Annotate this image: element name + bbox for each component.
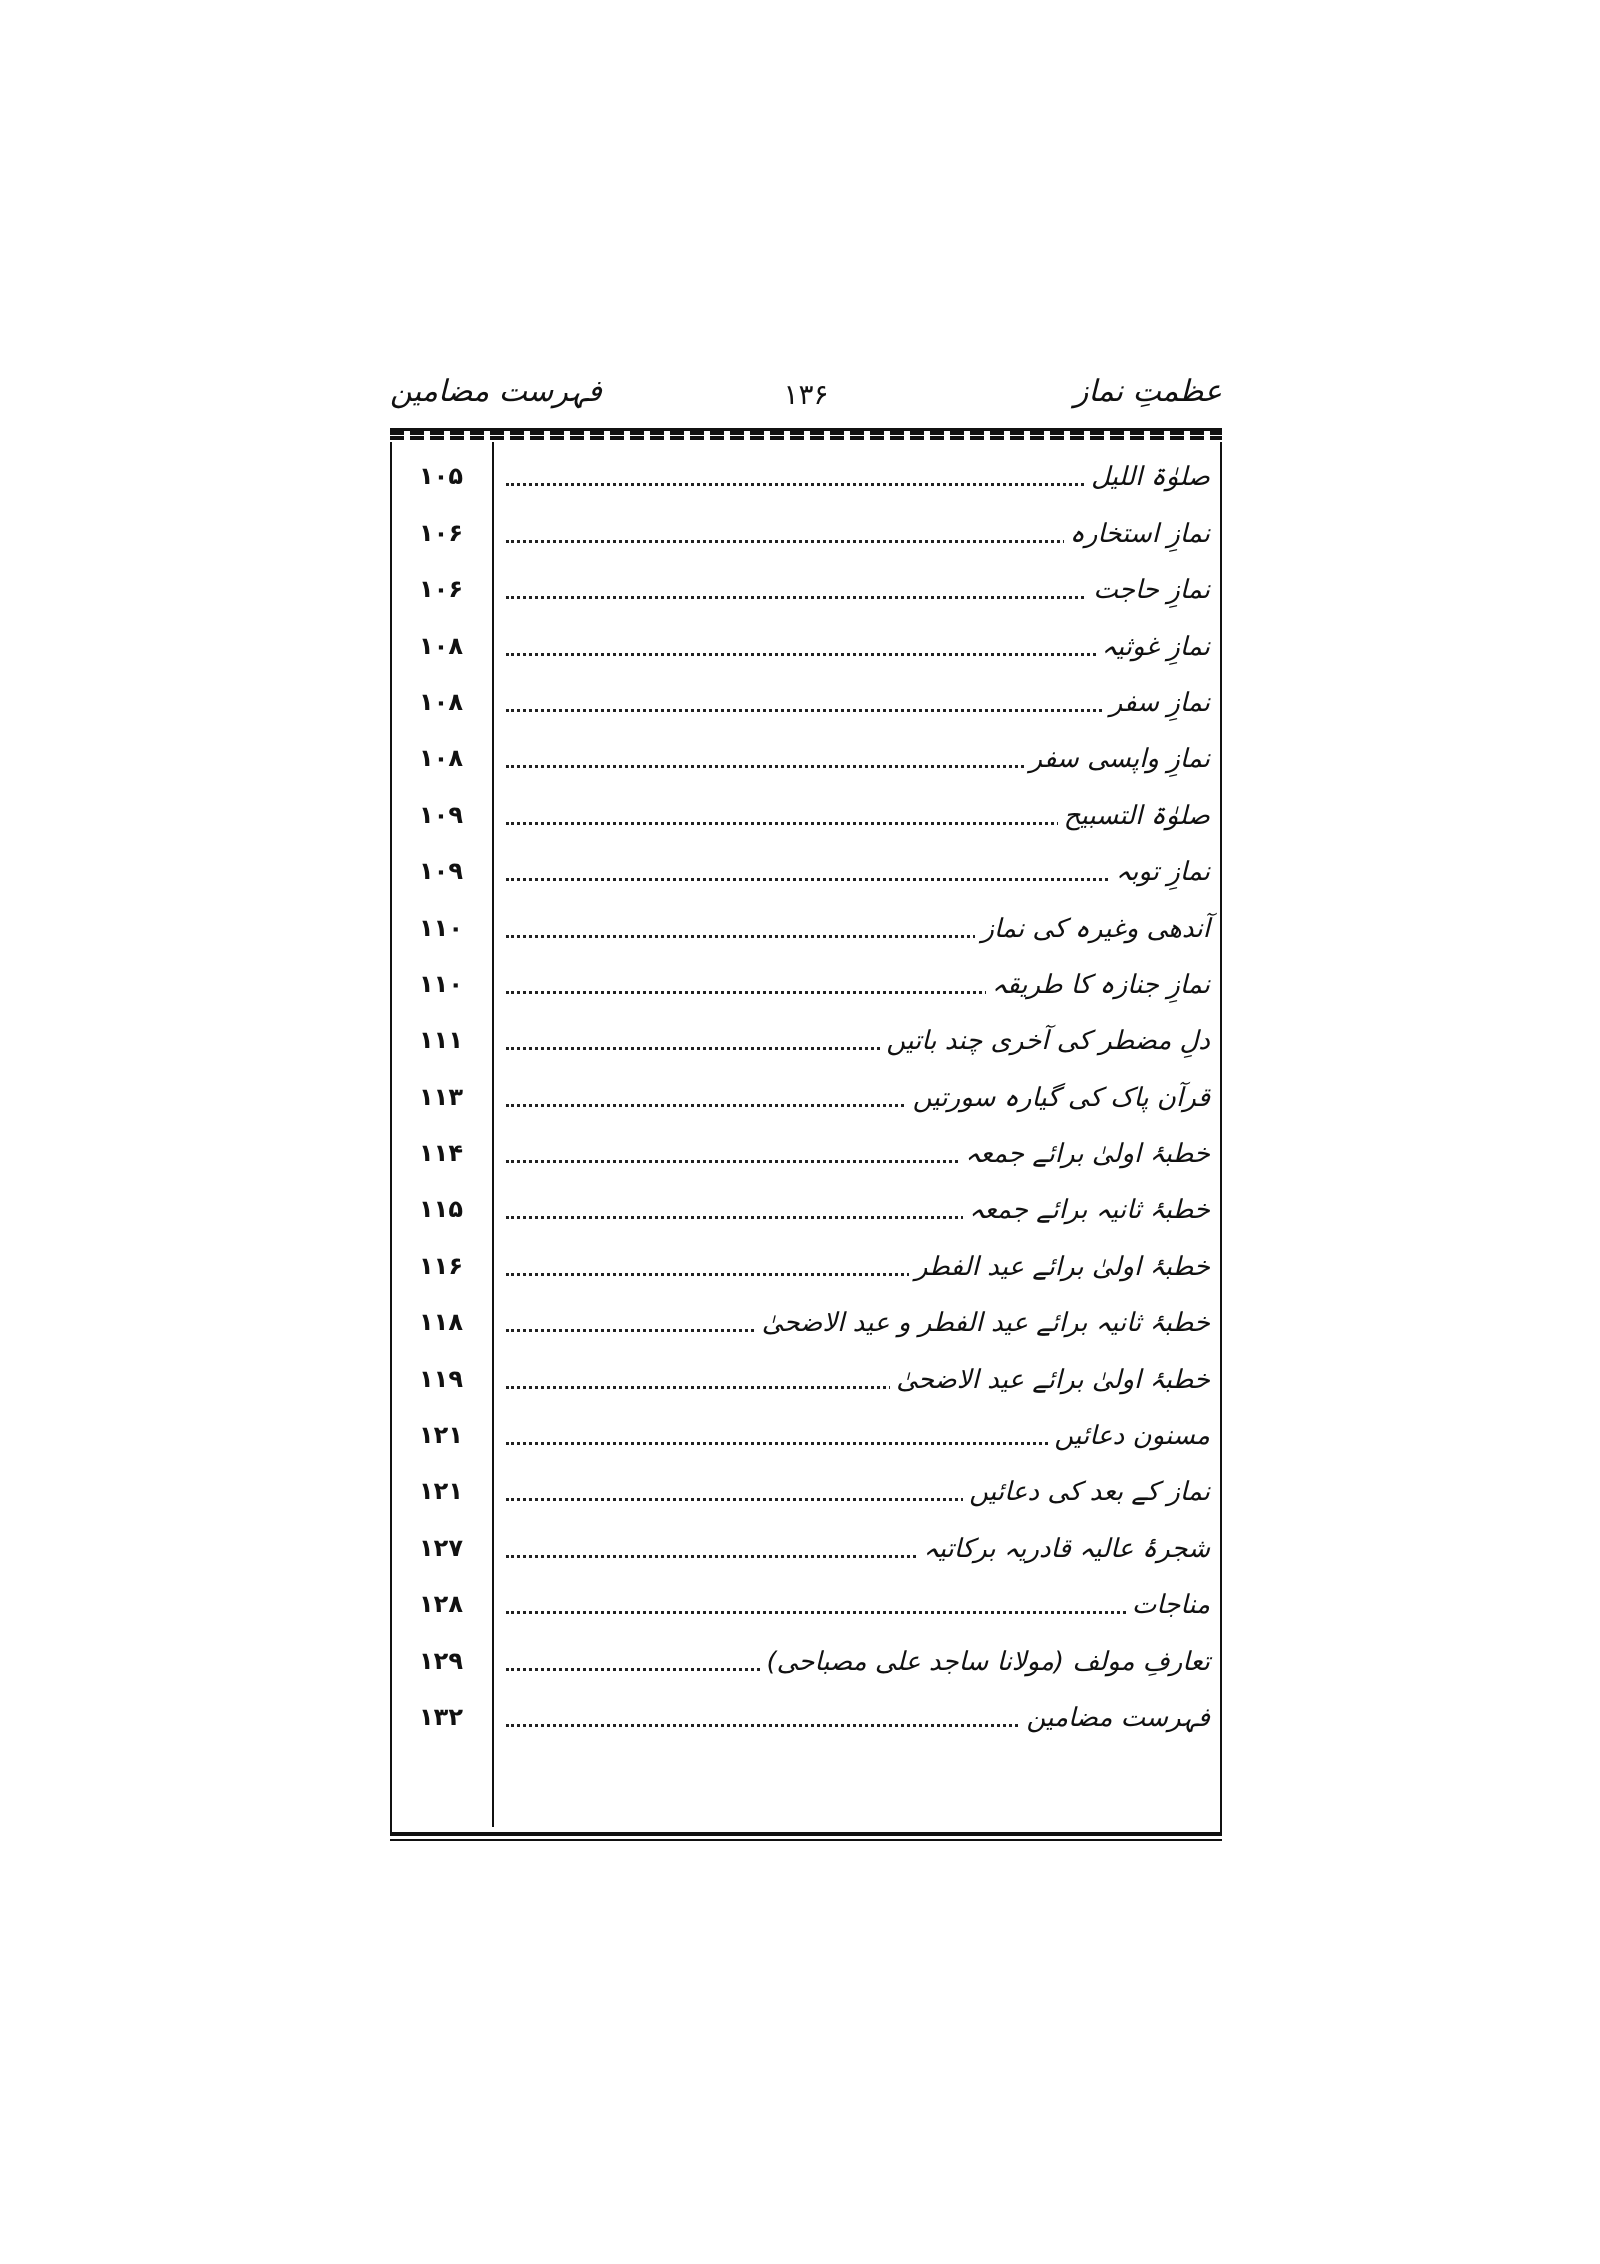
toc-entry-title: نمازِ واپسی سفر: [1024, 744, 1210, 774]
toc-entry-page: ۱۲۱: [419, 1421, 463, 1450]
toc-entry: [390, 1175, 1218, 1231]
toc-entry-title: قرآن پاک کی گیارہ سورتیں: [907, 1083, 1210, 1113]
toc-entry-title: مسنون دعائیں: [1048, 1421, 1210, 1451]
toc-entry-title: نمازِ جنازہ کا طریقہ: [986, 970, 1210, 1000]
toc-entry-title: نمازِ حاجت: [1087, 575, 1210, 605]
toc-entry-title: خطبۂ اولیٰ برائے جمعہ: [959, 1139, 1210, 1169]
toc-entry-page: ۱۰۶: [419, 518, 463, 547]
toc-entry: [390, 1344, 1218, 1400]
toc-entry-page: ۱۱۳: [419, 1082, 463, 1111]
toc-entry-title: خطبۂ ثانیہ برائے عید الفطر و عید الاضحیٰ: [756, 1308, 1210, 1338]
toc-entry-title: نمازِ استخارہ: [1064, 519, 1210, 549]
toc-entry-page: ۱۲۹: [419, 1646, 463, 1675]
leader-dots: [506, 878, 1210, 881]
toc-entry-page: ۱۰۹: [419, 857, 463, 886]
toc-entry-title: شجرۂ عالیہ قادریہ برکاتیہ: [917, 1534, 1210, 1564]
header-rule: [390, 428, 1222, 435]
toc-entry-title: خطبۂ اولیٰ برائے عید الاضحیٰ: [890, 1365, 1210, 1395]
toc-entry: [390, 950, 1218, 1006]
toc-entry-page: ۱۲۸: [419, 1590, 463, 1619]
toc-entry-title: فہرست مضامین: [1020, 1703, 1210, 1733]
book-title: عظمتِ نماز: [1073, 374, 1222, 409]
toc-entry: [390, 1457, 1218, 1513]
toc-entry: [390, 724, 1218, 780]
toc-entry: [390, 1119, 1218, 1175]
toc-entry: [390, 780, 1218, 836]
toc-entry: [390, 837, 1218, 893]
toc-entry-page: ۱۱۸: [419, 1308, 463, 1337]
toc-entry-title: صلوٰۃ التسبیح: [1058, 801, 1210, 831]
toc-entry-page: ۱۲۷: [419, 1533, 463, 1562]
toc-entry: [390, 1401, 1218, 1457]
toc-entry-page: ۱۱۵: [419, 1195, 463, 1224]
toc-entry-title: مناجات: [1126, 1590, 1210, 1620]
toc-entry: [390, 498, 1218, 554]
toc-entry-title: نماز کے بعد کی دعائیں: [963, 1477, 1210, 1507]
toc-entry-page: ۱۰۸: [419, 744, 463, 773]
toc-entry-page: ۱۱۱: [419, 1026, 463, 1055]
toc-entry: [390, 1062, 1218, 1118]
toc-entry: [390, 893, 1218, 949]
toc-entry-page: ۱۱۶: [419, 1251, 463, 1280]
toc-entry: [390, 1231, 1218, 1287]
bottom-rule: [390, 1832, 1222, 1836]
toc-entry: [390, 1006, 1218, 1062]
toc-entry: [390, 1513, 1218, 1569]
toc-entry-page: ۱۰۸: [419, 631, 463, 660]
toc-entry-page: ۱۱۰: [419, 969, 463, 998]
toc-entry-page: ۱۲۱: [419, 1477, 463, 1506]
toc-list: [390, 442, 1218, 1739]
toc-entry-page: ۱۱۹: [419, 1364, 463, 1393]
toc-entry-page: ۱۰۵: [419, 462, 463, 491]
section-title: فہرست مضامین: [390, 374, 602, 409]
toc-entry-page: ۱۰۹: [419, 800, 463, 829]
page-header: [390, 370, 1222, 430]
toc-entry: [390, 1626, 1218, 1682]
bottom-rule-thin: [390, 1839, 1222, 1841]
toc-entry: [390, 1570, 1218, 1626]
header-rule-dashed: [390, 436, 1222, 440]
toc-entry: [390, 555, 1218, 611]
toc-entry-page: ۱۰۸: [419, 687, 463, 716]
toc-entry: [390, 611, 1218, 667]
toc-entry-title: خطبۂ ثانیہ برائے جمعہ: [963, 1195, 1210, 1225]
toc-entry: [390, 1683, 1218, 1739]
toc-entry-page: ۱۱۴: [419, 1139, 463, 1168]
toc-entry-page: ۱۱۰: [419, 913, 463, 942]
toc-entry-title: نمازِ غوثیہ: [1096, 632, 1210, 662]
page-number: ۱۳۶: [783, 378, 829, 411]
toc-entry-title: صلوٰۃ اللیل: [1085, 462, 1210, 492]
toc-entry-page: ۱۰۶: [419, 575, 463, 604]
toc-entry-title: تعارفِ مولف (مولانا ساجد علی مصباحی): [760, 1647, 1210, 1677]
toc-entry: [390, 442, 1218, 498]
toc-entry-title: دلِ مضطر کی آخری چند باتیں: [880, 1026, 1210, 1056]
toc-entry-title: نمازِ سفر: [1104, 688, 1210, 718]
book-page: [390, 370, 1222, 1846]
toc-entry-title: نمازِ توبہ: [1110, 857, 1210, 887]
toc-entry-title: آندھی وغیرہ کی نماز: [975, 914, 1210, 944]
leader-dots: [506, 1611, 1210, 1614]
toc-entry: [390, 1288, 1218, 1344]
toc-entry: [390, 668, 1218, 724]
toc-entry-page: ۱۳۲: [419, 1702, 463, 1731]
toc-entry-title: خطبۂ اولیٰ برائے عید الفطر: [909, 1252, 1210, 1282]
